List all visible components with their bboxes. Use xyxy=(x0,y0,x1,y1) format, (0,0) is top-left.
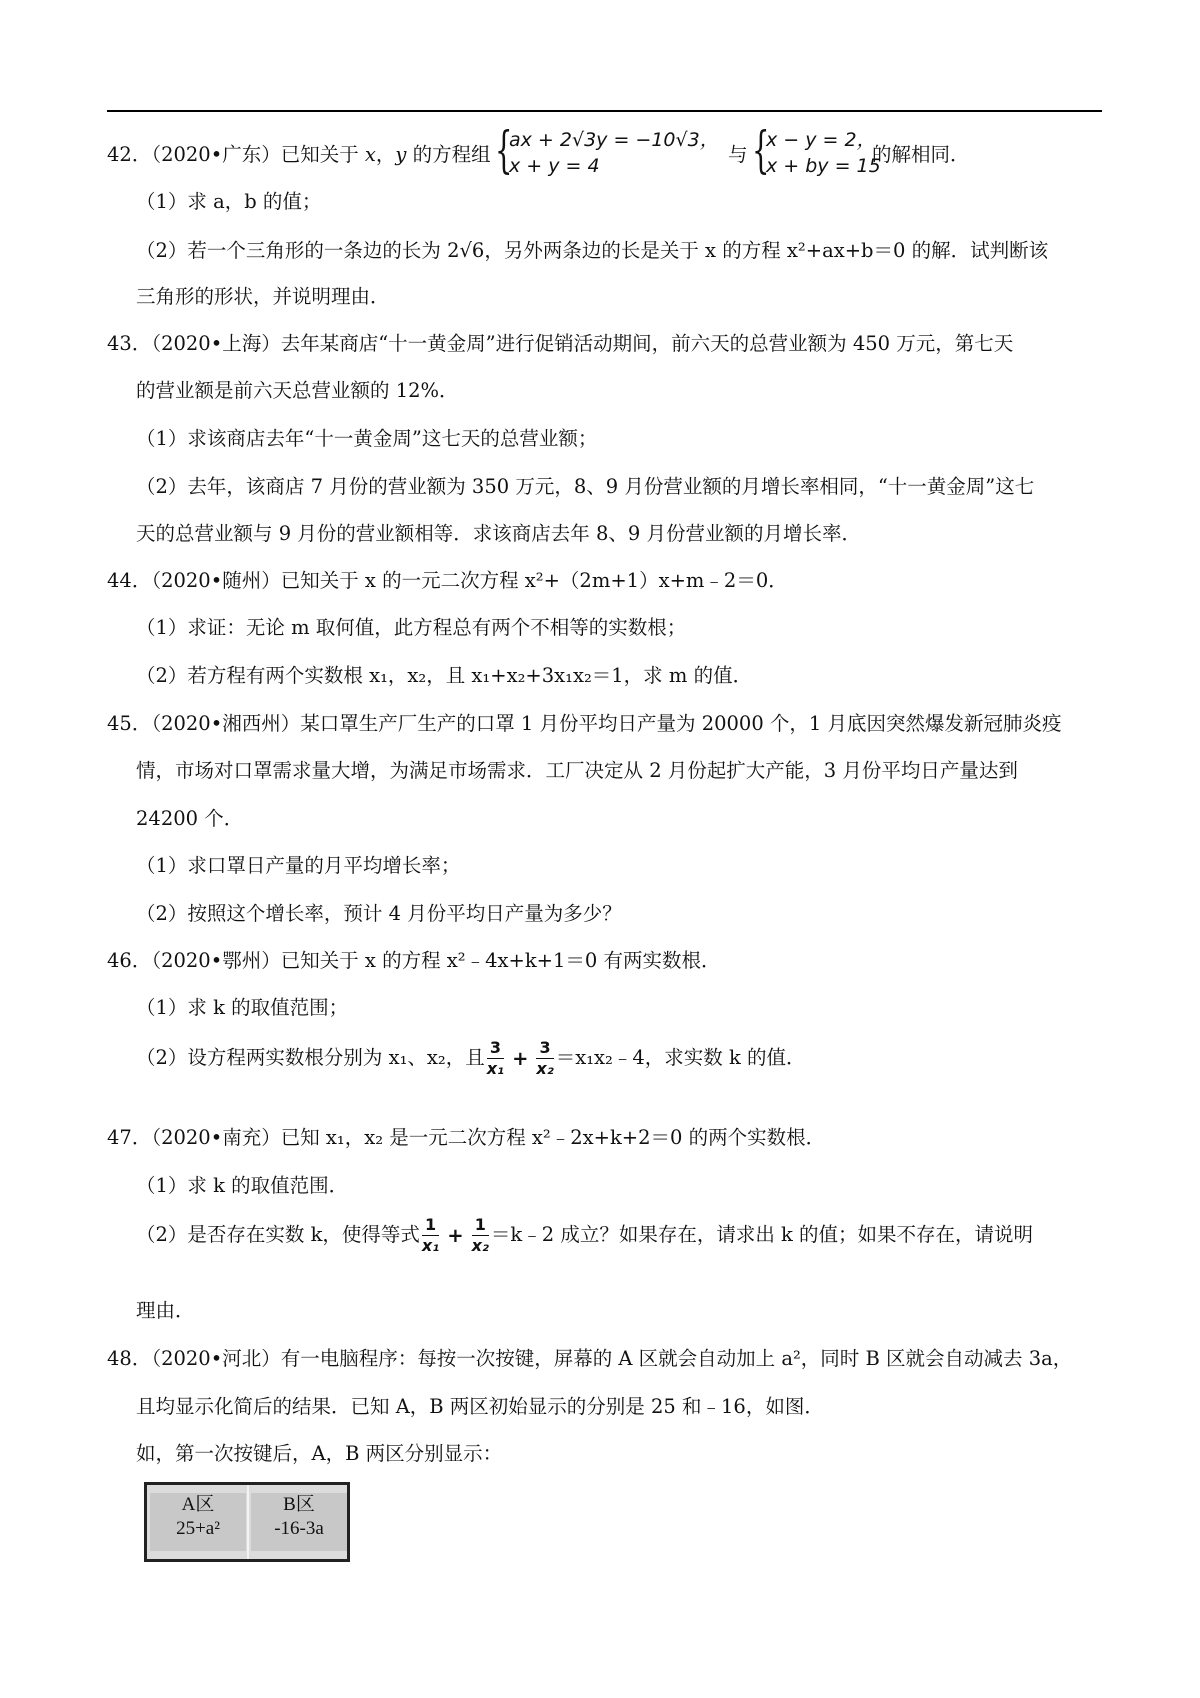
q48-stem: 48．（2020•河北）有一电脑程序：每按一次按键，屏幕的 A 区就会自动加上 a²，同时 B 区就会自动减去 3a， xyxy=(107,1347,1073,1370)
q47-part-2: （2）是否存在实数 k，使得等式 $\frac{1}{\text{x₁}}$ + $\frac{1}{\text{x₂}}$ ＝k﹣2 成立？如果存在，请求出 k 的值；如果不存在，请说明 xyxy=(136,1215,1034,1255)
q43-part-2: （2）去年，该商店 7 月份的营业额为 350 万元，8、9 月份营业额的月增长率相同，“十一黄金周”这七 xyxy=(136,475,1035,498)
zone-a-value: 25+a² xyxy=(176,1518,220,1539)
q42-part-1: （1）求 a，b 的值； xyxy=(136,190,322,213)
q45-stem: 45．（2020•湘西州）某口罩生产厂生产的口罩 1 月份平均日产量为 20000 个，1 月底因突然爆发新冠肺炎疫 xyxy=(107,712,1062,735)
q47-stem: 47．（2020•南充）已知 x₁，x₂ 是一元二次方程 x²﹣2x+k+2＝0 的两个实数根． xyxy=(107,1126,826,1149)
q46-stem: 46．（2020•鄂州）已知关于 x 的方程 x²﹣4x+k+1＝0 有两实数根． xyxy=(107,949,721,972)
panel-divider xyxy=(247,1485,249,1559)
q48-display-panel xyxy=(144,1482,350,1562)
q45-part-2: （2）按照这个增长率，预计 4 月份平均日产量为多少？ xyxy=(136,902,622,925)
q46-part-2: （2）设方程两实数根分别为 x₁、x₂，且 $\frac{3}{\text{x₁}}$ + $\frac{3}{\text{x₂}}$ ＝x₁x₂﹣4，求实数 k 的值． xyxy=(136,1038,806,1078)
q44-part-1: （1）求证：无论 m 取何值，此方程总有两个不相等的实数根； xyxy=(136,616,687,639)
header-rule xyxy=(107,110,1102,112)
q44-part-2: （2）若方程有两个实数根 x₁，x₂，且 x₁+x₂+3x₁x₂＝1，求 m 的值． xyxy=(136,664,753,687)
q48-stem-cont-2: 如，第一次按键后，A，B 两区分别显示： xyxy=(136,1442,503,1465)
q46-fraction-2: $\frac{3}{\text{x₂}}$ xyxy=(536,1038,554,1078)
zone-a xyxy=(150,1493,246,1551)
q45-stem-cont: 情，市场对口罩需求量大增，为满足市场需求．工厂决定从 2 月份起扩大产能，3 月份平均日产量达到 xyxy=(136,759,1018,782)
zone-b xyxy=(251,1493,347,1551)
q48-stem-cont: 且均显示化简后的结果．已知 A，B 两区初始显示的分别是 25 和﹣16，如图． xyxy=(136,1395,824,1418)
q46-part-1: （1）求 k 的取值范围； xyxy=(136,996,349,1019)
q47-part-2-cont: 理由． xyxy=(136,1299,195,1322)
q43-stem: 43．（2020•上海）去年某商店“十一黄金周”进行促销活动期间，前六天的总营业额为 450 万元，第七天 xyxy=(107,332,1014,355)
q43-part-1: （1）求该商店去年“十一黄金周”这七天的总营业额； xyxy=(136,427,598,450)
q42-with: 与 xyxy=(728,143,748,166)
q46-fraction-1: $\frac{3}{\text{x₁}}$ xyxy=(486,1038,505,1078)
q47-fraction-1: $\frac{1}{\text{x₁}}$ xyxy=(421,1215,440,1255)
q47-part-1: （1）求 k 的取值范围． xyxy=(136,1174,349,1197)
q42-stem: 42．（2020•广东）已知关于 x，y 的方程组 xyxy=(107,143,491,166)
q42-part-2-cont: 三角形的形状，并说明理由． xyxy=(136,285,390,308)
q45-part-1: （1）求口罩日产量的月平均增长率； xyxy=(136,854,461,877)
q47-fraction-2: $\frac{1}{\text{x₂}}$ xyxy=(471,1215,489,1255)
zone-a-label: A区 xyxy=(181,1494,215,1515)
q42-tail: 的解相同． xyxy=(872,143,970,166)
zone-b-label: B区 xyxy=(283,1494,315,1515)
q43-stem-cont: 的营业额是前六天总营业额的 12%． xyxy=(136,379,459,402)
q45-stem-cont-2: 24200 个． xyxy=(136,807,244,830)
q43-part-2-cont: 天的总营业额与 9 月份的营业额相等．求该商店去年 8、9 月份营业额的月增长率． xyxy=(136,522,862,545)
zone-b-value: -16-3a xyxy=(274,1518,324,1539)
q44-stem: 44．（2020•随州）已知关于 x 的一元二次方程 x²+（2m+1）x+m﹣2＝0． xyxy=(107,569,788,592)
q42-part-2: （2）若一个三角形的一条边的长为 2√6，另外两条边的长是关于 x 的方程 x²+ax+b＝0 的解．试判断该 xyxy=(136,239,1049,262)
